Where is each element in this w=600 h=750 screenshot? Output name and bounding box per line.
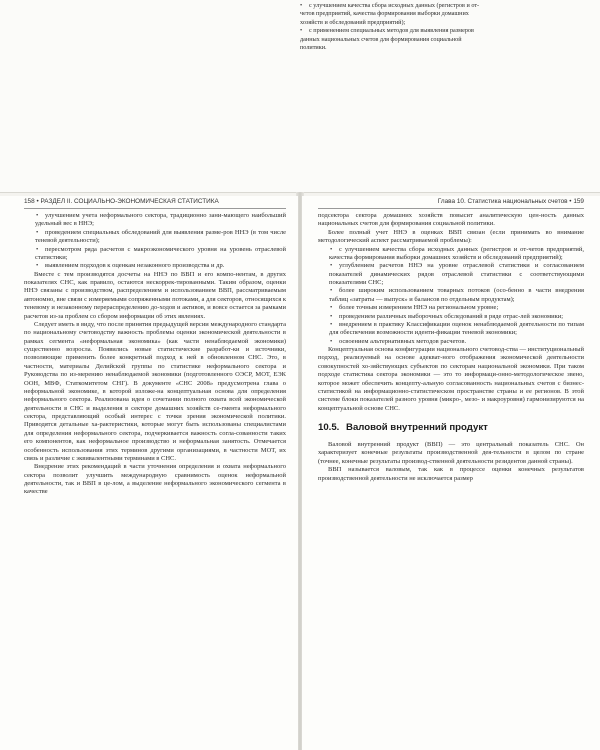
bullet-item: • с улучшением качества сбора исходных данных (регистров и от-четов предприятий, качества формирования выборки домашних хозяйств и обследований предприятий); [318, 246, 584, 263]
body-paragraph: Внедрение этих рекомендаций в части уточнения определения и охвата неформального сектора позволит улучшить международную сравнимость оценок неформальной деятельности, так и ВВП в це-лом, а выделение неформального экономического сегмента в качестве [24, 463, 286, 496]
page-158 [0, 196, 298, 750]
body-paragraph: Следует иметь в виду, что после принятия предыдущей версии международного стандарта по национальному счетоводству важность проблемы оценки экономической деятельности в рамках сегмента «неформальная экономика» (как части ненаблюдаемой экономики) существенно возросла. Появились новые статистические разработ-ки и источники, позволяющие применить более конкретный подход к ней в обновленном СНС. Это, в частности, материалы Делийской группы по статистике неформального сектора и Руководства по из-мерению ненаблюдаемой экономики (подготовленного ОЭСР, МОТ, ЕЭК ООН, МВФ, Статкомитетом СНГ). В документе «СНС 2008» предусмотрена глава о неформальной экономике, в которой изложе-на концептуальная основа для определения неформального сектора. Реализована идея о сочетании полного охвата всей экономической деятельности в СНС и выделения в секторе домашних хозяйств се-гмента неформального сектора, представляющий особый интерес с точки зрения экономической политики. Приводятся детальные ха-рактеристики, которые могут быть использованы специалистами для определения неформального сектора, подчеркивается важность согла-сованности таких его компонентов, как неформальное производство и неформальная занятость. Отмечается особенность использования этих терминов другими организациями, в частности МОТ, их связь и различие с эквивалентными терминами в СНС. [24, 320, 286, 462]
running-head-right: Глава 10. Статистика национальных счетов • 159 [318, 196, 584, 209]
body-paragraph: Более полный учет ННЭ в оценках ВВП связан (если принимать во внимание методологический аспект рассматриваемой проблемы): [318, 228, 584, 245]
left-page-body [24, 212, 286, 497]
previous-page-right-column [300, 2, 572, 52]
previous-line: хозяйств и обследований предприятий); [300, 18, 406, 26]
bullet-item: • пересмотром ряда расчетов с макроэкономического уровня на уровень отраслевой статистики; [24, 246, 286, 263]
previous-bullet: • с применением специальных методов для выявления размеров [300, 27, 572, 35]
bullet-item: • проведением специальных обследований для выявления разме-ров ННЭ (в том числе теневой деятельности); [24, 229, 286, 246]
previous-line: четов предприятий, качества формирования выборки домашних [300, 10, 469, 18]
previous-line: политики. [300, 44, 327, 52]
body-paragraph: Вместе с тем производятся досчеты на ННЭ по ВВП и его компо-нентам, в других показателях СНС, как правило, остаются нескоррек-тированными. Таким образом, оценки ННЭ связаны с производством, распределением и использованием ВВП, рассматриваемым автономно, вне связи с измеряемыми сопряженными потоками, а для секторов, относящихся к теневому и незаконному перераспределению до-ходов и активов, и вовсе остается за рамками расчетов из-за проблем со сбором информации об этих явлениях. [24, 270, 286, 320]
continued-paragraph: подсектора сектора домашних хозяйств повысит аналитическую цен-ность данных национальных счетов для формирования социальной политики. [318, 212, 584, 228]
previous-page-fragment [0, 0, 600, 193]
section-number: 10.5. [318, 422, 340, 433]
body-paragraph: Концептуальная основа конфигурации национального счетовод-ства — институциональный подход, реализуемый на основе адекват-ного отображения экономической деятельности совокупностей хо-зяйствующих субъектов по секторам национальной экономики. При таком подходе статистика сектора экономики — это то информаци-онно-методологическое звено, которое может обеспечить концепту-альную согласованность национальных счетов с бизнес-статистикой на информационно-статистическом пространстве страны и ее регионов. В этой системе блоки показателей разного уровня (микро-, мезо- и макроуровня) гармонизируются на концептуальной основе СНС. [318, 346, 584, 412]
section-title: Валовой внутренний продукт [346, 422, 488, 433]
running-head-left: 158 • РАЗДЕЛ II. СОЦИАЛЬНО-ЭКОНОМИЧЕСКАЯ СТАТИСТИКА [24, 196, 286, 209]
bullet-item: • углублением расчетов ННЭ на уровне отраслевой статистики и согласованием показателей динамических рядов отраслевой статистики с соответствующими показателями СНС; [318, 262, 584, 287]
bullet-item: • проведением различных выборочных обследований в ряде отрас-лей экономики; [318, 313, 584, 321]
previous-line: данных национальных счетов для формирования социальной [300, 35, 462, 43]
bullet-item: • освоением альтернативных методов расчетов. [318, 338, 584, 346]
previous-bullet: • с улучшением качества сбора исходных данных (регистров и от- [300, 2, 572, 10]
bullet-item: • более точным измерением ННЭ на региональном уровне; [318, 304, 584, 312]
bullet-item: • улучшением учета неформального сектора, традиционно зани-мающего наибольший удельный вес в ННЭ; [24, 212, 286, 229]
bullet-item: • внедрением в практику Классификации оценок ненаблюдаемой деятельности по типам для обеспечения возможности иденти-фикации теневой экономики; [318, 321, 584, 338]
right-page-body [318, 212, 584, 483]
page-159 [302, 196, 600, 750]
section-heading [318, 421, 584, 435]
bullet-item: • выявлением подходов к оценкам незаконного производства и др. [24, 262, 286, 270]
body-paragraph: ВВП называется валовым, так как в процессе оценки конечных результатов производственной деятельности не исключается размер [318, 466, 584, 482]
bullet-item: • более широким использованием товарных потоков (осо-бенно в части внедрения таблиц «затраты — выпуск» и балансов по отдельным продуктам); [318, 287, 584, 304]
body-paragraph: Валовой внутренний продукт (ВВП) — это центральный показатель СНС. Он характеризует конечные результаты производственной дея-тельности в целом по стране (точнее, конечные результаты производ-ственной деятельности резидентов данной страны). [318, 441, 584, 465]
